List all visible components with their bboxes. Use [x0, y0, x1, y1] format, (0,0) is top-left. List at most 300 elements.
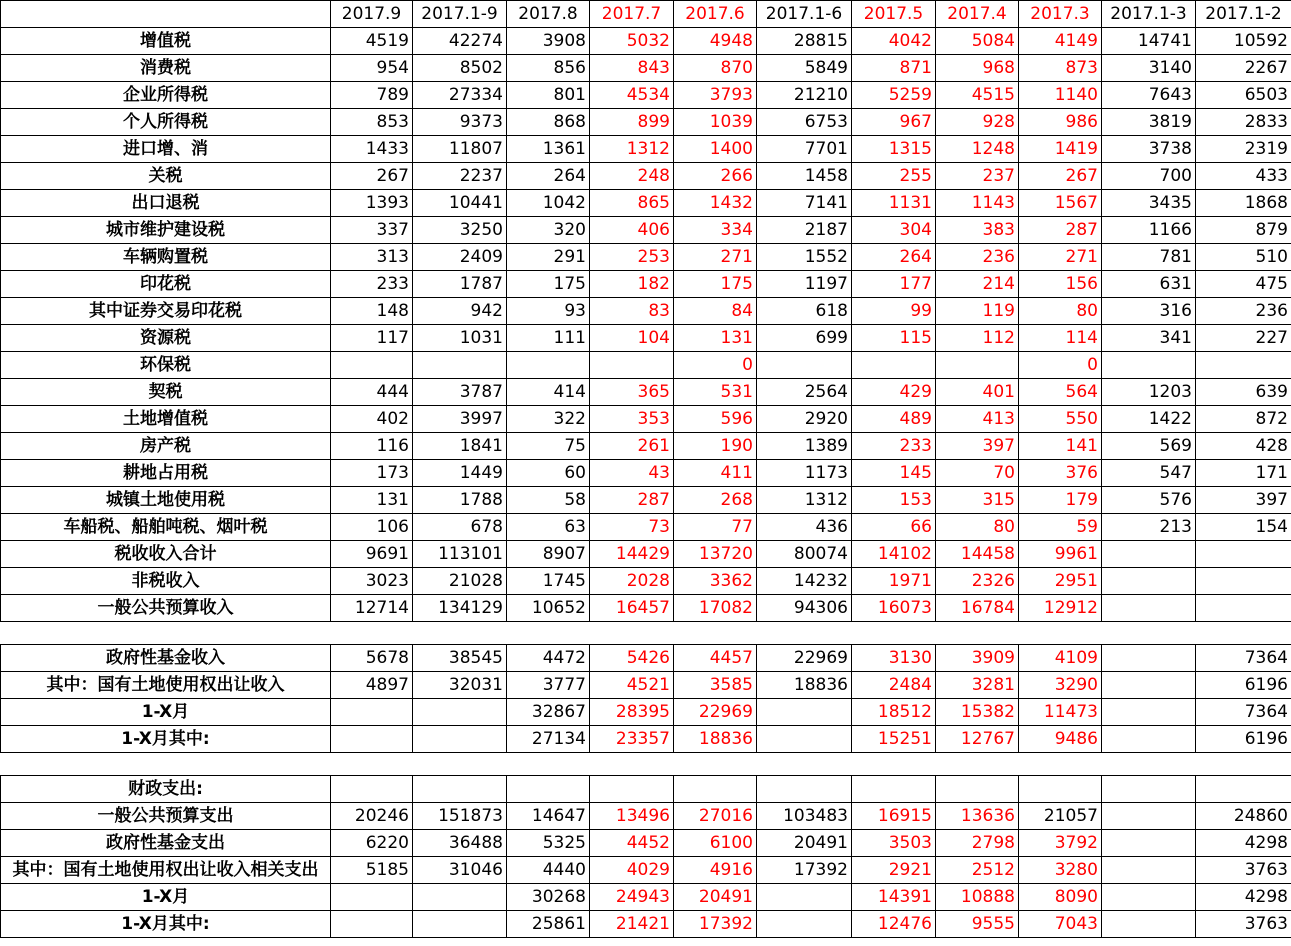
- table-cell: 267: [1019, 163, 1102, 190]
- table-row: [1, 541, 1291, 568]
- table-cell: 10592: [1196, 28, 1291, 55]
- table-cell: 1868: [1196, 190, 1291, 217]
- table-cell: 261: [590, 433, 674, 460]
- table-cell: 3250: [413, 217, 507, 244]
- table-cell: 255: [852, 163, 936, 190]
- row-label: 车船税、船舶吨税、烟叶税: [1, 514, 331, 541]
- table-row: [1, 568, 1291, 595]
- table-cell: 154: [1196, 514, 1291, 541]
- table-cell: 117: [331, 325, 413, 352]
- table-cell: 25861: [507, 911, 590, 938]
- table-cell: 879: [1196, 217, 1291, 244]
- table-cell: 237: [936, 163, 1019, 190]
- row-label: 增值税: [1, 28, 331, 55]
- row-label: 其中：国有土地使用权出让收入相关支出: [1, 857, 331, 884]
- column-header: 2017.6: [674, 1, 757, 28]
- table-row: [1, 857, 1291, 884]
- table-cell: [413, 776, 507, 803]
- table-cell: 3435: [1102, 190, 1196, 217]
- table-row: [1, 645, 1291, 672]
- row-label: 印花税: [1, 271, 331, 298]
- table-cell: 182: [590, 271, 674, 298]
- table-cell: 550: [1019, 406, 1102, 433]
- table-cell: 1039: [674, 109, 757, 136]
- table-cell: 510: [1196, 244, 1291, 271]
- table-cell: 3997: [413, 406, 507, 433]
- table-cell: 4042: [852, 28, 936, 55]
- table-cell: 4519: [331, 28, 413, 55]
- table-cell: 5084: [936, 28, 1019, 55]
- table-cell: 429: [852, 379, 936, 406]
- table-cell: 10441: [413, 190, 507, 217]
- table-cell: 267: [331, 163, 413, 190]
- row-label: 政府性基金支出: [1, 830, 331, 857]
- spacer-row: [1, 753, 1291, 776]
- table-cell: 2484: [852, 672, 936, 699]
- table-cell: [1196, 541, 1291, 568]
- table-cell: 9961: [1019, 541, 1102, 568]
- table-cell: 6753: [757, 109, 852, 136]
- table-cell: [1102, 776, 1196, 803]
- table-cell: 106: [331, 514, 413, 541]
- table-cell: 1248: [936, 136, 1019, 163]
- table-cell: 248: [590, 163, 674, 190]
- table-cell: 1312: [757, 487, 852, 514]
- table-cell: 942: [413, 298, 507, 325]
- table-body: [1, 1, 1291, 938]
- table-cell: 531: [674, 379, 757, 406]
- table-cell: 80: [1019, 298, 1102, 325]
- column-header: 2017.4: [936, 1, 1019, 28]
- table-cell: 4029: [590, 857, 674, 884]
- table-cell: 93: [507, 298, 590, 325]
- table-cell: [413, 699, 507, 726]
- table-cell: 12767: [936, 726, 1019, 753]
- table-cell: 148: [331, 298, 413, 325]
- table-cell: 3290: [1019, 672, 1102, 699]
- header-row: [1, 1, 1291, 28]
- table-cell: 7364: [1196, 699, 1291, 726]
- column-header: 2017.8: [507, 1, 590, 28]
- table-row: [1, 217, 1291, 244]
- row-label: 城市维护建设税: [1, 217, 331, 244]
- table-cell: 36488: [413, 830, 507, 857]
- table-cell: 14647: [507, 803, 590, 830]
- table-cell: 334: [674, 217, 757, 244]
- table-cell: [936, 352, 1019, 379]
- table-cell: 2512: [936, 857, 1019, 884]
- table-cell: 1422: [1102, 406, 1196, 433]
- table-cell: 156: [1019, 271, 1102, 298]
- table-cell: 2951: [1019, 568, 1102, 595]
- table-cell: 2564: [757, 379, 852, 406]
- table-cell: 18512: [852, 699, 936, 726]
- table-cell: [757, 352, 852, 379]
- table-cell: 114: [1019, 325, 1102, 352]
- table-cell: 402: [331, 406, 413, 433]
- table-cell: 0: [674, 352, 757, 379]
- table-cell: 1449: [413, 460, 507, 487]
- table-row: [1, 352, 1291, 379]
- table-cell: 17392: [674, 911, 757, 938]
- row-label: 个人所得税: [1, 109, 331, 136]
- table-cell: 15382: [936, 699, 1019, 726]
- table-cell: 8907: [507, 541, 590, 568]
- table-cell: 11807: [413, 136, 507, 163]
- table-cell: 1031: [413, 325, 507, 352]
- row-label: 一般公共预算收入: [1, 595, 331, 622]
- table-cell: 4298: [1196, 884, 1291, 911]
- table-cell: 14232: [757, 568, 852, 595]
- table-cell: 13496: [590, 803, 674, 830]
- table-cell: 173: [331, 460, 413, 487]
- table-cell: 401: [936, 379, 1019, 406]
- table-cell: 21057: [1019, 803, 1102, 830]
- table-cell: [331, 352, 413, 379]
- table-row: [1, 803, 1291, 830]
- table-cell: 21210: [757, 82, 852, 109]
- table-cell: 77: [674, 514, 757, 541]
- table-cell: [757, 699, 852, 726]
- table-cell: 214: [936, 271, 1019, 298]
- table-cell: 968: [936, 55, 1019, 82]
- table-cell: 4534: [590, 82, 674, 109]
- table-row: [1, 514, 1291, 541]
- table-cell: 6196: [1196, 726, 1291, 753]
- table-row: [1, 433, 1291, 460]
- table-cell: 5032: [590, 28, 674, 55]
- table-cell: 14429: [590, 541, 674, 568]
- table-cell: 28815: [757, 28, 852, 55]
- table-cell: 576: [1102, 487, 1196, 514]
- table-row: [1, 911, 1291, 938]
- table-cell: 1197: [757, 271, 852, 298]
- table-cell: [413, 911, 507, 938]
- table-cell: [413, 884, 507, 911]
- table-cell: 9691: [331, 541, 413, 568]
- table-cell: 9373: [413, 109, 507, 136]
- table-cell: 3503: [852, 830, 936, 857]
- table-cell: 268: [674, 487, 757, 514]
- table-cell: 954: [331, 55, 413, 82]
- table-cell: 153: [852, 487, 936, 514]
- table-cell: 843: [590, 55, 674, 82]
- table-cell: 2409: [413, 244, 507, 271]
- table-cell: 253: [590, 244, 674, 271]
- table-cell: 313: [331, 244, 413, 271]
- table-cell: 73: [590, 514, 674, 541]
- table-cell: 1787: [413, 271, 507, 298]
- row-label: 房产税: [1, 433, 331, 460]
- table-cell: 99: [852, 298, 936, 325]
- table-cell: [757, 884, 852, 911]
- table-cell: [757, 776, 852, 803]
- table-row: [1, 163, 1291, 190]
- table-cell: 6196: [1196, 672, 1291, 699]
- table-cell: 1432: [674, 190, 757, 217]
- table-cell: 12912: [1019, 595, 1102, 622]
- table-cell: 383: [936, 217, 1019, 244]
- table-cell: 322: [507, 406, 590, 433]
- table-cell: 2319: [1196, 136, 1291, 163]
- table-cell: 151873: [413, 803, 507, 830]
- table-cell: 700: [1102, 163, 1196, 190]
- table-row: [1, 595, 1291, 622]
- table-cell: 1971: [852, 568, 936, 595]
- table-row: [1, 82, 1291, 109]
- column-header: 2017.3: [1019, 1, 1102, 28]
- table-cell: 868: [507, 109, 590, 136]
- table-cell: 397: [936, 433, 1019, 460]
- table-cell: [1196, 352, 1291, 379]
- table-cell: 14391: [852, 884, 936, 911]
- table-cell: [331, 699, 413, 726]
- table-cell: 17392: [757, 857, 852, 884]
- table-cell: 16784: [936, 595, 1019, 622]
- table-cell: [331, 776, 413, 803]
- table-cell: 1567: [1019, 190, 1102, 217]
- table-cell: 3738: [1102, 136, 1196, 163]
- table-cell: 113101: [413, 541, 507, 568]
- table-cell: 22969: [674, 699, 757, 726]
- table-cell: 639: [1196, 379, 1291, 406]
- table-cell: 32867: [507, 699, 590, 726]
- table-cell: 264: [507, 163, 590, 190]
- table-cell: [1102, 726, 1196, 753]
- table-cell: 856: [507, 55, 590, 82]
- table-cell: 3140: [1102, 55, 1196, 82]
- table-cell: 4948: [674, 28, 757, 55]
- table-cell: 13636: [936, 803, 1019, 830]
- table-row: [1, 28, 1291, 55]
- table-cell: 428: [1196, 433, 1291, 460]
- table-cell: 406: [590, 217, 674, 244]
- table-cell: 5259: [852, 82, 936, 109]
- table-cell: 1552: [757, 244, 852, 271]
- table-cell: 291: [507, 244, 590, 271]
- table-cell: 4149: [1019, 28, 1102, 55]
- table-cell: [1102, 803, 1196, 830]
- table-cell: 21028: [413, 568, 507, 595]
- table-cell: 569: [1102, 433, 1196, 460]
- table-cell: 131: [331, 487, 413, 514]
- spacer-row: [1, 622, 1291, 645]
- table-cell: 14458: [936, 541, 1019, 568]
- table-cell: [1102, 911, 1196, 938]
- row-label: 土地增值税: [1, 406, 331, 433]
- table-cell: 2920: [757, 406, 852, 433]
- table-cell: 17082: [674, 595, 757, 622]
- table-cell: 27334: [413, 82, 507, 109]
- table-cell: [1102, 541, 1196, 568]
- table-cell: [1102, 672, 1196, 699]
- table-cell: 986: [1019, 109, 1102, 136]
- table-cell: 233: [331, 271, 413, 298]
- table-cell: 24860: [1196, 803, 1291, 830]
- table-cell: 315: [936, 487, 1019, 514]
- table-cell: 353: [590, 406, 674, 433]
- row-label: 进口增、消: [1, 136, 331, 163]
- table-cell: 365: [590, 379, 674, 406]
- table-cell: 1745: [507, 568, 590, 595]
- table-cell: 287: [1019, 217, 1102, 244]
- table-cell: 865: [590, 190, 674, 217]
- table-cell: 116: [331, 433, 413, 460]
- table-cell: 444: [331, 379, 413, 406]
- table-cell: 2798: [936, 830, 1019, 857]
- table-cell: 781: [1102, 244, 1196, 271]
- table-cell: 103483: [757, 803, 852, 830]
- table-cell: 547: [1102, 460, 1196, 487]
- table-cell: [1102, 830, 1196, 857]
- table-cell: 16457: [590, 595, 674, 622]
- table-cell: 7364: [1196, 645, 1291, 672]
- table-row: [1, 271, 1291, 298]
- table-cell: 94306: [757, 595, 852, 622]
- table-cell: 413: [936, 406, 1019, 433]
- table-cell: 12476: [852, 911, 936, 938]
- table-cell: 23357: [590, 726, 674, 753]
- table-cell: 397: [1196, 487, 1291, 514]
- table-row: [1, 776, 1291, 803]
- table-cell: 2921: [852, 857, 936, 884]
- table-cell: 131: [674, 325, 757, 352]
- table-cell: 7141: [757, 190, 852, 217]
- table-cell: 6100: [674, 830, 757, 857]
- table-cell: [757, 911, 852, 938]
- table-cell: 475: [1196, 271, 1291, 298]
- table-cell: 66: [852, 514, 936, 541]
- table-cell: 115: [852, 325, 936, 352]
- column-header: 2017.1-2: [1196, 1, 1291, 28]
- table-cell: [1196, 568, 1291, 595]
- table-cell: [1196, 595, 1291, 622]
- table-cell: 7043: [1019, 911, 1102, 938]
- table-cell: 266: [674, 163, 757, 190]
- table-cell: [1196, 776, 1291, 803]
- table-cell: 70: [936, 460, 1019, 487]
- table-cell: [413, 352, 507, 379]
- table-cell: [507, 352, 590, 379]
- table-cell: 59: [1019, 514, 1102, 541]
- table-cell: 190: [674, 433, 757, 460]
- row-label: 非税收入: [1, 568, 331, 595]
- row-label: 环保税: [1, 352, 331, 379]
- table-row: [1, 460, 1291, 487]
- table-cell: 564: [1019, 379, 1102, 406]
- table-cell: 42274: [413, 28, 507, 55]
- table-cell: 1393: [331, 190, 413, 217]
- table-cell: 1315: [852, 136, 936, 163]
- table-cell: 1131: [852, 190, 936, 217]
- table-row: [1, 109, 1291, 136]
- table-cell: 177: [852, 271, 936, 298]
- table-cell: 20246: [331, 803, 413, 830]
- column-header: 2017.7: [590, 1, 674, 28]
- table-cell: [852, 776, 936, 803]
- table-cell: 872: [1196, 406, 1291, 433]
- table-cell: 1173: [757, 460, 852, 487]
- table-cell: 873: [1019, 55, 1102, 82]
- row-label: 1-X月: [1, 884, 331, 911]
- table-cell: 376: [1019, 460, 1102, 487]
- table-cell: 1143: [936, 190, 1019, 217]
- table-cell: 30268: [507, 884, 590, 911]
- table-cell: 213: [1102, 514, 1196, 541]
- table-row: [1, 830, 1291, 857]
- table-cell: 60: [507, 460, 590, 487]
- table-cell: 678: [413, 514, 507, 541]
- column-header: 2017.5: [852, 1, 936, 28]
- table-cell: 414: [507, 379, 590, 406]
- table-cell: 853: [331, 109, 413, 136]
- table-cell: 436: [757, 514, 852, 541]
- table-cell: 3787: [413, 379, 507, 406]
- table-cell: 4298: [1196, 830, 1291, 857]
- table-cell: 236: [1196, 298, 1291, 325]
- table-cell: [1102, 352, 1196, 379]
- table-cell: 1140: [1019, 82, 1102, 109]
- table-cell: 15251: [852, 726, 936, 753]
- table-cell: [1102, 645, 1196, 672]
- table-cell: 18836: [757, 672, 852, 699]
- table-cell: 2028: [590, 568, 674, 595]
- table-cell: 801: [507, 82, 590, 109]
- table-cell: 20491: [757, 830, 852, 857]
- row-label: 出口退税: [1, 190, 331, 217]
- table-cell: 31046: [413, 857, 507, 884]
- table-cell: 1400: [674, 136, 757, 163]
- table-cell: 4440: [507, 857, 590, 884]
- table-cell: 618: [757, 298, 852, 325]
- table-cell: 433: [1196, 163, 1291, 190]
- table-cell: 10652: [507, 595, 590, 622]
- table-cell: 489: [852, 406, 936, 433]
- row-label: 消费税: [1, 55, 331, 82]
- table-cell: 9555: [936, 911, 1019, 938]
- row-label: 1-X月其中:: [1, 726, 331, 753]
- table-cell: [1102, 857, 1196, 884]
- table-cell: 104: [590, 325, 674, 352]
- table-cell: [1102, 568, 1196, 595]
- row-label: 其中：国有土地使用权出让收入: [1, 672, 331, 699]
- table-cell: [1102, 884, 1196, 911]
- table-cell: 43: [590, 460, 674, 487]
- table-cell: 4452: [590, 830, 674, 857]
- table-cell: 4457: [674, 645, 757, 672]
- row-label: 关税: [1, 163, 331, 190]
- row-label: 城镇土地使用税: [1, 487, 331, 514]
- table-cell: 18836: [674, 726, 757, 753]
- table-cell: 22969: [757, 645, 852, 672]
- table-row: [1, 699, 1291, 726]
- table-cell: 134129: [413, 595, 507, 622]
- table-cell: [852, 352, 936, 379]
- table-cell: 14102: [852, 541, 936, 568]
- table-cell: 631: [1102, 271, 1196, 298]
- table-cell: 4521: [590, 672, 674, 699]
- table-cell: 4515: [936, 82, 1019, 109]
- table-cell: 2237: [413, 163, 507, 190]
- table-cell: 145: [852, 460, 936, 487]
- table-cell: 1361: [507, 136, 590, 163]
- table-cell: [590, 776, 674, 803]
- table-cell: [331, 726, 413, 753]
- table-cell: 10888: [936, 884, 1019, 911]
- table-cell: 4897: [331, 672, 413, 699]
- table-row: [1, 190, 1291, 217]
- table-cell: 84: [674, 298, 757, 325]
